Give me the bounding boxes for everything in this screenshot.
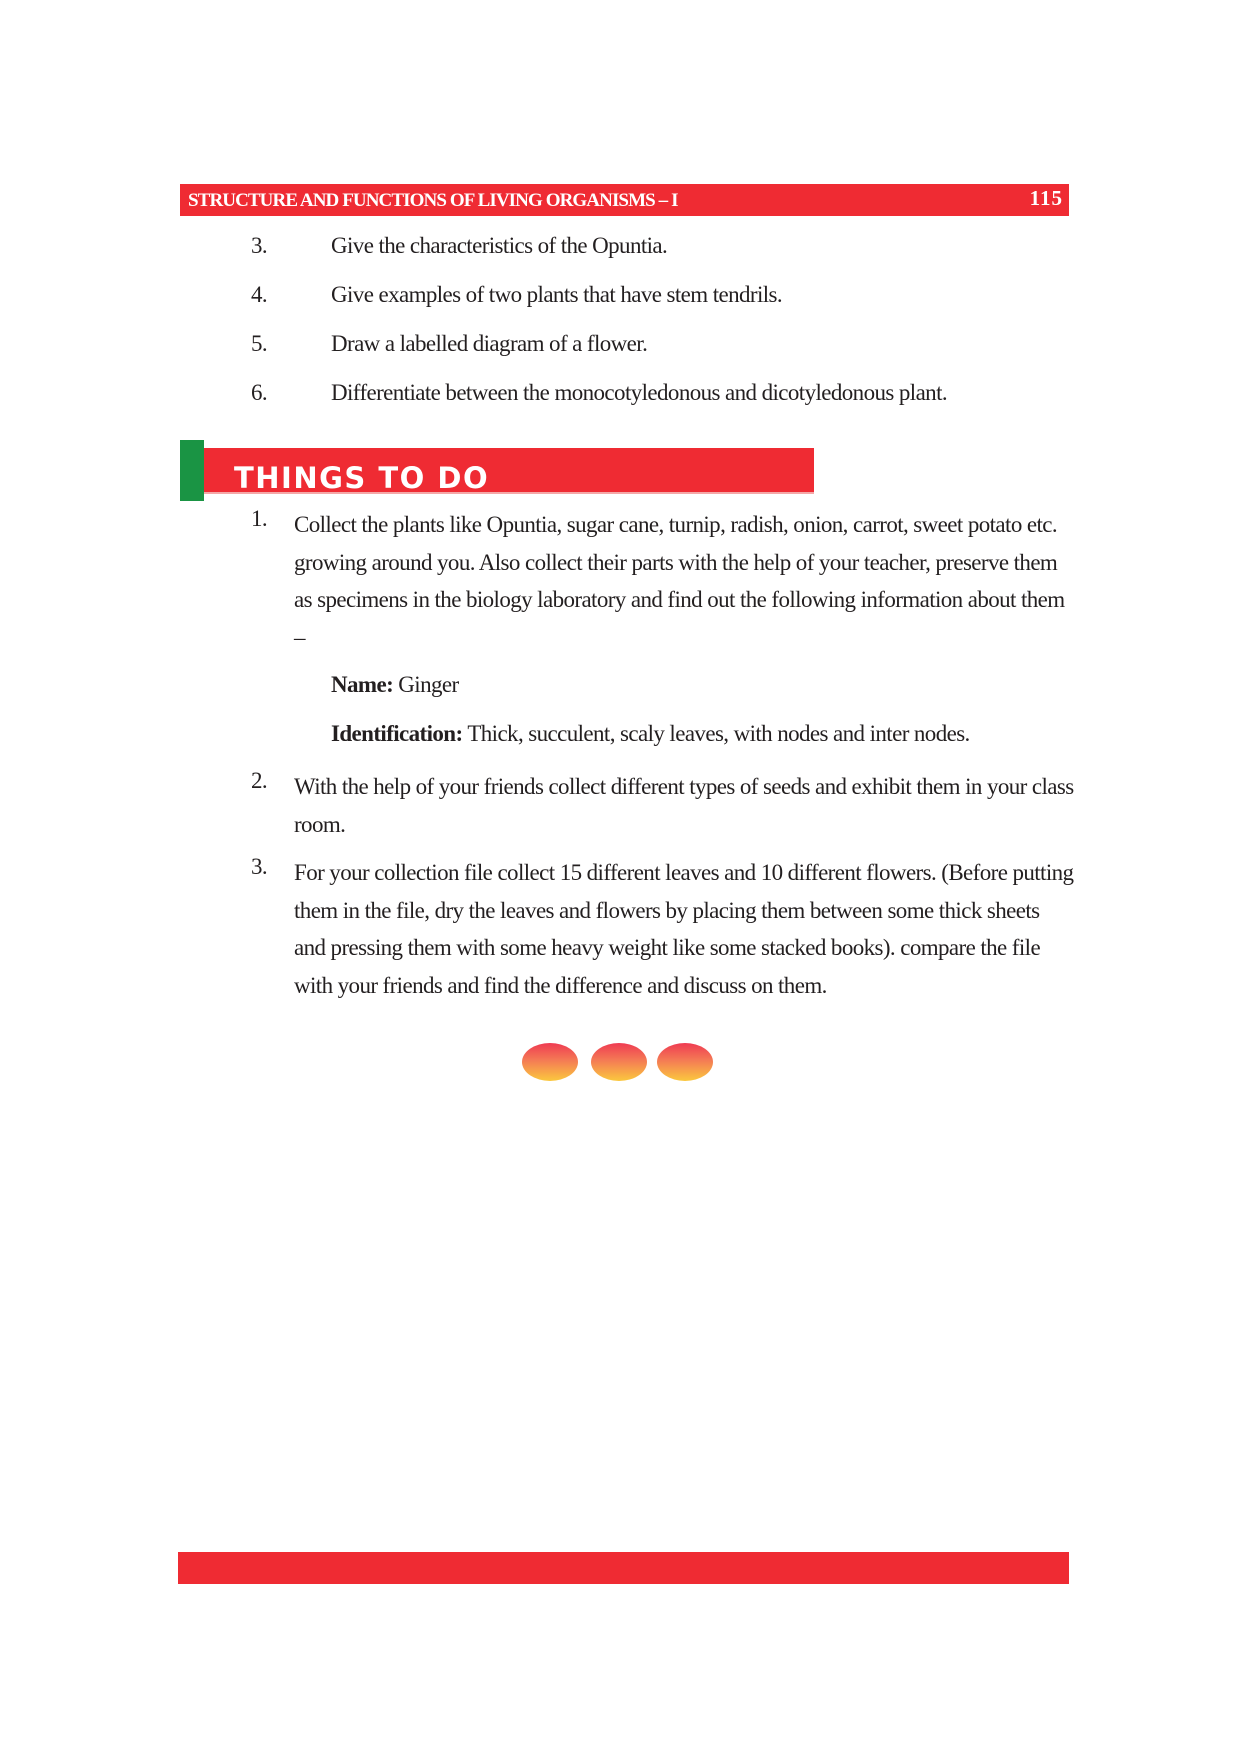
question-number: 5. xyxy=(251,331,268,356)
question-number: 4. xyxy=(251,282,268,307)
end-ornament-dot xyxy=(522,1043,578,1081)
question-text: Give examples of two plants that have stem tendrils. xyxy=(331,282,783,307)
example-identification-line xyxy=(331,721,970,747)
footer-bar xyxy=(178,1552,1069,1584)
running-header-title: STRUCTURE AND FUNCTIONS OF LIVING ORGANISMS – I xyxy=(188,190,678,211)
example-identification-value: Thick, succulent, scaly leaves, with nodes and inter nodes. xyxy=(467,721,970,746)
example-name-label: Name: xyxy=(331,672,394,697)
activity-number: 2. xyxy=(251,768,268,793)
example-name-line xyxy=(331,672,459,698)
banner-green-marker xyxy=(180,440,204,501)
section-title: THINGS TO DO xyxy=(234,461,490,495)
activity-number: 1. xyxy=(251,506,268,531)
question-number: 3. xyxy=(251,233,268,258)
activity-text: With the help of your friends collect different types of seeds and exhibit them in your class room. xyxy=(294,774,1074,837)
question-text: Differentiate between the monocotyledonous and dicotyledonous plant. xyxy=(331,380,948,405)
example-name-value: Ginger xyxy=(398,672,459,697)
activity-text: For your collection file collect 15 different leaves and 10 different flowers. (Before putting them in the file, dry the leaves and flowers by placing them between some thick sheets and pressing them with some heavy weight like some stacked books). compare the file with your friends and find the difference and discuss on them. xyxy=(294,860,1074,999)
activity-number: 3. xyxy=(251,854,268,879)
end-ornament-dot xyxy=(591,1043,647,1081)
header-bar xyxy=(180,184,1069,216)
end-ornament-dot xyxy=(657,1043,713,1081)
section-banner xyxy=(180,440,814,502)
question-text: Draw a labelled diagram of a flower. xyxy=(331,331,648,356)
activity-text: Collect the plants like Opuntia, sugar cane, turnip, radish, onion, carrot, sweet potato etc. growing around you. Also collect their parts with the help of your teacher, preserve them as specimens in the biology laboratory and find out the following information about them – xyxy=(294,512,1065,651)
example-identification-label: Identification: xyxy=(331,721,463,746)
question-text: Give the characteristics of the Opuntia. xyxy=(331,233,668,258)
question-number: 6. xyxy=(251,380,268,405)
banner-red-bar xyxy=(204,448,814,495)
page-number: 115 xyxy=(1029,186,1063,210)
